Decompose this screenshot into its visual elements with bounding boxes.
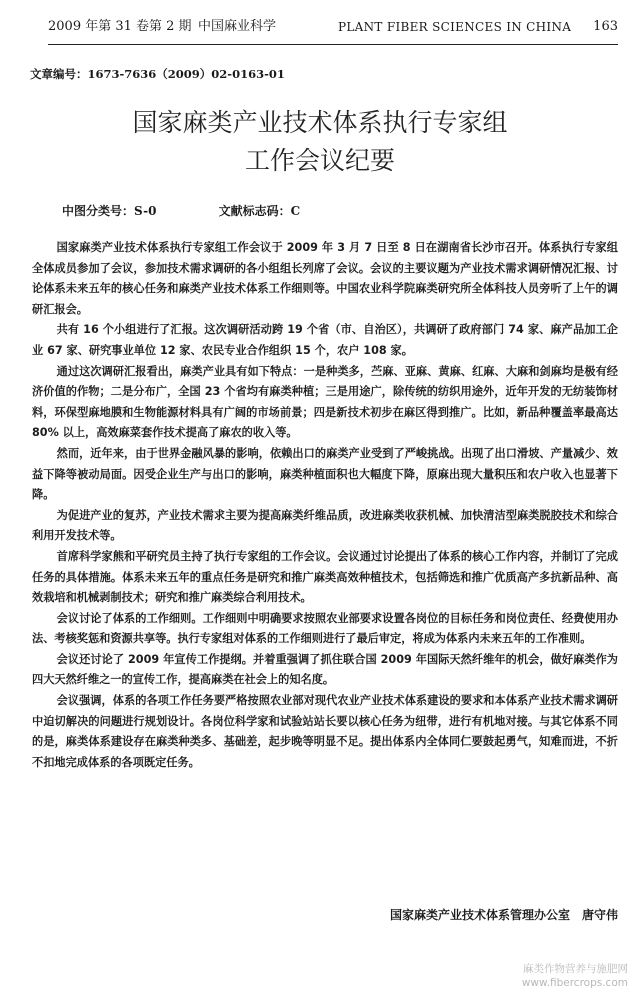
paragraph: 共有 16 个小组进行了汇报。这次调研活动跨 19 个省（市、自治区），共调研了政府部门 74 家、麻产品加工企业 67 家、研究事业单位 12 家、农民专业合作组织 15 个，农户 108 家。 (32, 323, 618, 357)
paragraph: 然而，近年来，由于世界金融风暴的影响，依赖出口的麻类产业受到了严峻挑战。出现了出口滑坡、产量减少、效益下降等被动局面。因受企业生产与出口的影响，麻类种植面积也大幅度下降，原麻出现大量积压和农户收入也显著下降。 (32, 446, 618, 502)
paragraph: 国家麻类产业技术体系执行专家组工作会议于 2009 年 3 月 7 日至 8 日在湖南省长沙市召开。体系执行专家组全体成员参加了会议，参加技术需求调研的各小组组长列席了会议。会议的主要议题为产业技术需求调研情况汇报、讨论体系未来五年的核心任务和麻类产业技术体系工作细则等。中国农业科学院麻类研究所全体科技人员旁听了上午的调研汇报会。 (32, 241, 618, 316)
journal-name-cn: 中国麻业科学 (198, 19, 277, 34)
watermark (522, 962, 628, 990)
journal-name-en: PLANT FIBER SCIENCES IN CHINA (338, 20, 572, 34)
paragraph: 会议还讨论了 2009 年宣传工作提纲。并着重强调了抓住联合国 2009 年国际天然纤维年的机会，做好麻类作为四大天然纤维之一的宣传工作，提高麻类在社会上的知名度。 (32, 652, 618, 687)
watermark-line-2: www.fibercrops.com (521, 977, 628, 989)
classification-line (62, 202, 300, 219)
document-code: 文献标志码：C (218, 204, 301, 218)
running-header (48, 10, 618, 45)
watermark-line-1: 麻类作物营养与施肥网 (523, 963, 628, 975)
class-number: 中图分类号：S-0 (62, 204, 157, 218)
title-line-2: 工作会议纪要 (244, 146, 395, 175)
article-number: 文章编号：1673-7636（2009）02-0163-01 (30, 67, 285, 81)
page-number: 163 (593, 19, 618, 34)
article-body (32, 238, 618, 773)
article-title (0, 104, 640, 180)
signature: 国家麻类产业技术体系管理办公室 唐守伟 (389, 908, 618, 922)
paragraph: 会议讨论了体系的工作细则。工作细则中明确要求按照农业部要求设置各岗位的目标任务和岗位责任、经费使用办法、考核奖惩和资源共享等。执行专家组对体系的工作细则进行了最后审定，将成为体系内未来五年的工作准则。 (32, 611, 618, 646)
paragraph: 会议强调，体系的各项工作任务要严格按照农业部对现代农业产业技术体系建设的要求和本体系产业技术需求调研中迫切解决的问题进行规划设计。各岗位科学家和试验站站长要以核心任务为纽带，进行有机地对接。与其它体系不同的是，麻类体系建设存在麻类种类多、基础差，起步晚等明显不足。提出体系内全体同仁要鼓起勇气，知难而进，不折不扣地完成体系的各项既定任务。 (32, 694, 618, 769)
paragraph: 首席科学家熊和平研究员主持了执行专家组的工作会议。会议通过讨论提出了体系的核心工作内容，并制订了完成任务的具体措施。体系未来五年的重点任务是研究和推广麻类高效种植技术，包括筛选和推广优质高产多抗新品种、高效栽培和机械剥制技术；研究和推广麻类综合利用技术。 (32, 549, 618, 605)
paragraph: 为促进产业的复苏，产业技术需求主要为提高麻类纤维品质，改进麻类收获机械、加快清洁型麻类脱胶技术和综合利用开发技术等。 (32, 508, 618, 543)
title-line-1: 国家麻类产业技术体系执行专家组 (132, 108, 508, 137)
issue-info: 2009 年第 31 卷第 2 期 (48, 19, 192, 34)
paragraph: 通过这次调研汇报看出，麻类产业具有如下特点：一是种类多，苎麻、亚麻、黄麻、红麻、大麻和剑麻均是极有经济价值的作物；二是分布广，全国 23 个省均有麻类种植；三是用途广，除传统的纺织用途外，近年开发的无纺装饰材料，环保型麻地膜和生物能源材料具有广阔的市场前景；四是新技术初步在麻区得到推广。比如，新品种覆盖率最高达 80% 以上，高效麻菜套作技术提高了麻农的收入等。 (32, 364, 618, 440)
